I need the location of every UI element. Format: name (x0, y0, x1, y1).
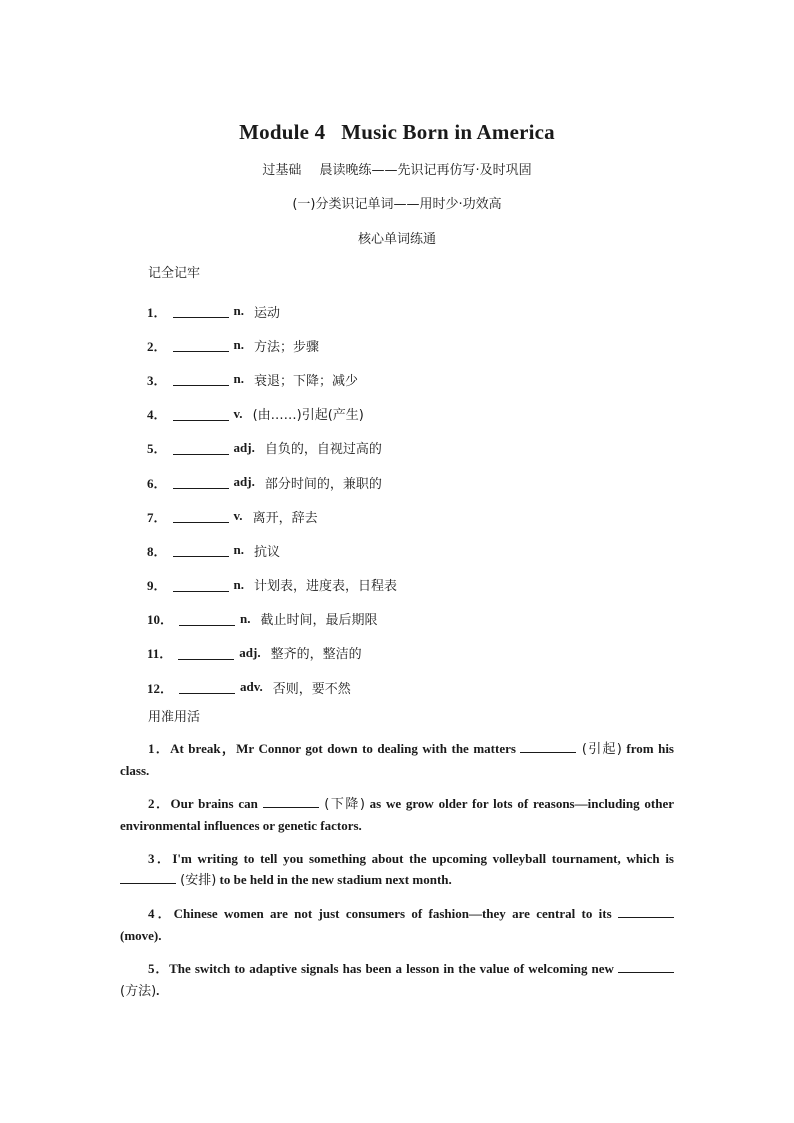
part-of-speech: adj. (239, 644, 261, 660)
answer-blank[interactable] (173, 338, 229, 352)
word-meaning: 计划表，进度表，日程表 (254, 579, 398, 595)
answer-blank[interactable] (173, 578, 229, 592)
answer-blank[interactable] (179, 612, 235, 626)
word-meaning: 衰退；下降；减少 (254, 373, 359, 389)
part-of-speech: adj. (233, 439, 255, 455)
vocab-item (147, 294, 397, 328)
answer-blank[interactable] (179, 680, 235, 694)
exercise-number: 5． (148, 961, 170, 976)
vocab-item (147, 431, 397, 465)
module-number: Module 4 (239, 120, 326, 144)
answer-blank[interactable] (173, 407, 229, 421)
vocab-item (147, 362, 397, 396)
vocab-item (147, 465, 397, 499)
vocab-item (147, 602, 397, 636)
exercise-number: 4． (148, 906, 174, 921)
vocab-number: 9． (147, 578, 167, 594)
vocab-list (147, 294, 397, 704)
word-meaning: 抗议 (254, 544, 281, 560)
part-of-speech: v. (233, 508, 243, 524)
vocab-number: 3． (147, 372, 167, 388)
module-title (0, 120, 794, 145)
exercise-text-before: The switch to adaptive signals has been a lesson in the value of welcoming new (169, 961, 618, 976)
word-meaning: 整齐的，整洁的 (270, 647, 362, 663)
exercise-sentence (120, 848, 674, 891)
word-meaning: 否则，要不然 (272, 681, 351, 697)
word-meaning: 方法；步骤 (254, 339, 320, 355)
exercise-list (120, 738, 674, 1014)
part-of-speech: v. (233, 405, 243, 421)
answer-blank[interactable] (173, 543, 229, 557)
subtitle-basics-desc: 晨读晚练——先识记再仿写·及时巩固 (319, 163, 532, 178)
word-meaning: 自负的，自视过高的 (264, 442, 382, 458)
exercise-hint: (下降) (318, 797, 365, 812)
vocab-item (147, 328, 397, 362)
answer-blank[interactable] (618, 960, 674, 973)
vocab-item (147, 533, 397, 567)
section-heading-memorize: 记全记牢 (148, 266, 201, 281)
exercise-text-before: Our brains can (170, 796, 263, 811)
exercise-text-after: from his class. (120, 741, 674, 778)
vocab-number: 4． (147, 407, 167, 423)
word-meaning: 截止时间，最后期限 (260, 613, 378, 629)
exercise-hint: (引起) (576, 742, 622, 757)
vocab-item (147, 499, 397, 533)
answer-blank[interactable] (520, 740, 576, 753)
exercise-text-after: (move). (120, 928, 162, 943)
vocab-item (147, 568, 397, 602)
part-of-speech: n. (233, 576, 244, 592)
exercise-number: 1． (148, 741, 171, 756)
part-of-speech: n. (233, 303, 244, 319)
part-of-speech: n. (233, 337, 244, 353)
part-of-speech: adj. (233, 474, 255, 490)
answer-blank[interactable] (618, 905, 674, 918)
vocab-number: 8． (147, 543, 167, 559)
vocab-number: 11． (147, 646, 173, 662)
vocab-number: 1． (147, 304, 167, 320)
subtitle-basics-label: 过基础 (262, 163, 302, 178)
part-of-speech: n. (233, 542, 244, 558)
vocab-number: 7． (147, 509, 167, 525)
part-of-speech: n. (240, 610, 251, 626)
exercise-sentence (120, 903, 674, 946)
exercise-sentence (120, 793, 674, 836)
vocab-number: 5． (147, 441, 167, 457)
subtitle-vocab-category: (一)分类识记单词——用时少·功效高 (292, 197, 502, 212)
vocab-item (147, 636, 397, 670)
word-meaning: 离开，辞去 (252, 510, 318, 526)
part-of-speech: adv. (240, 679, 263, 695)
exercise-text-after: . (156, 983, 160, 998)
exercise-text-before: At break，Mr Connor got down to dealing with the matters (170, 741, 521, 756)
exercise-text-before: I'm writing to tell you something about the upcoming volleyball tournament, which is (172, 851, 674, 866)
vocab-item (147, 670, 397, 704)
vocab-number: 12． (147, 680, 174, 696)
exercise-text-after: as we grow older for lots of reasons—including other environmental influences or genetic factors. (120, 796, 674, 833)
exercise-hint: (方法) (120, 984, 157, 999)
answer-blank[interactable] (173, 372, 229, 386)
exercise-text-after: to be held in the new stadium next month. (216, 872, 452, 887)
answer-blank[interactable] (173, 441, 229, 455)
word-meaning: (由……)引起(产生) (252, 408, 364, 424)
exercise-text-before: Chinese women are not just consumers of fashion—they are central to its (173, 906, 618, 921)
subtitle-core-words: 核心单词练通 (357, 232, 436, 247)
answer-blank[interactable] (173, 509, 229, 523)
exercise-number: 2． (148, 796, 171, 811)
part-of-speech: n. (233, 371, 244, 387)
answer-blank[interactable] (178, 646, 234, 660)
vocab-number: 6． (147, 475, 167, 491)
vocab-number: 2． (147, 338, 167, 354)
exercise-hint: (安排) (176, 873, 217, 888)
vocab-item (147, 397, 397, 431)
exercise-number: 3． (148, 851, 173, 866)
exercise-sentence (120, 958, 674, 1002)
subtitle-basics (0, 159, 794, 178)
answer-blank[interactable] (263, 795, 319, 808)
section-heading-usage: 用准用活 (148, 710, 201, 725)
answer-blank[interactable] (120, 871, 176, 884)
answer-blank[interactable] (173, 475, 229, 489)
module-name: Music Born in America (341, 120, 555, 144)
exercise-sentence (120, 738, 674, 781)
word-meaning: 运动 (254, 305, 281, 321)
answer-blank[interactable] (173, 304, 229, 318)
vocab-number: 10． (147, 612, 174, 628)
word-meaning: 部分时间的，兼职的 (264, 476, 382, 492)
